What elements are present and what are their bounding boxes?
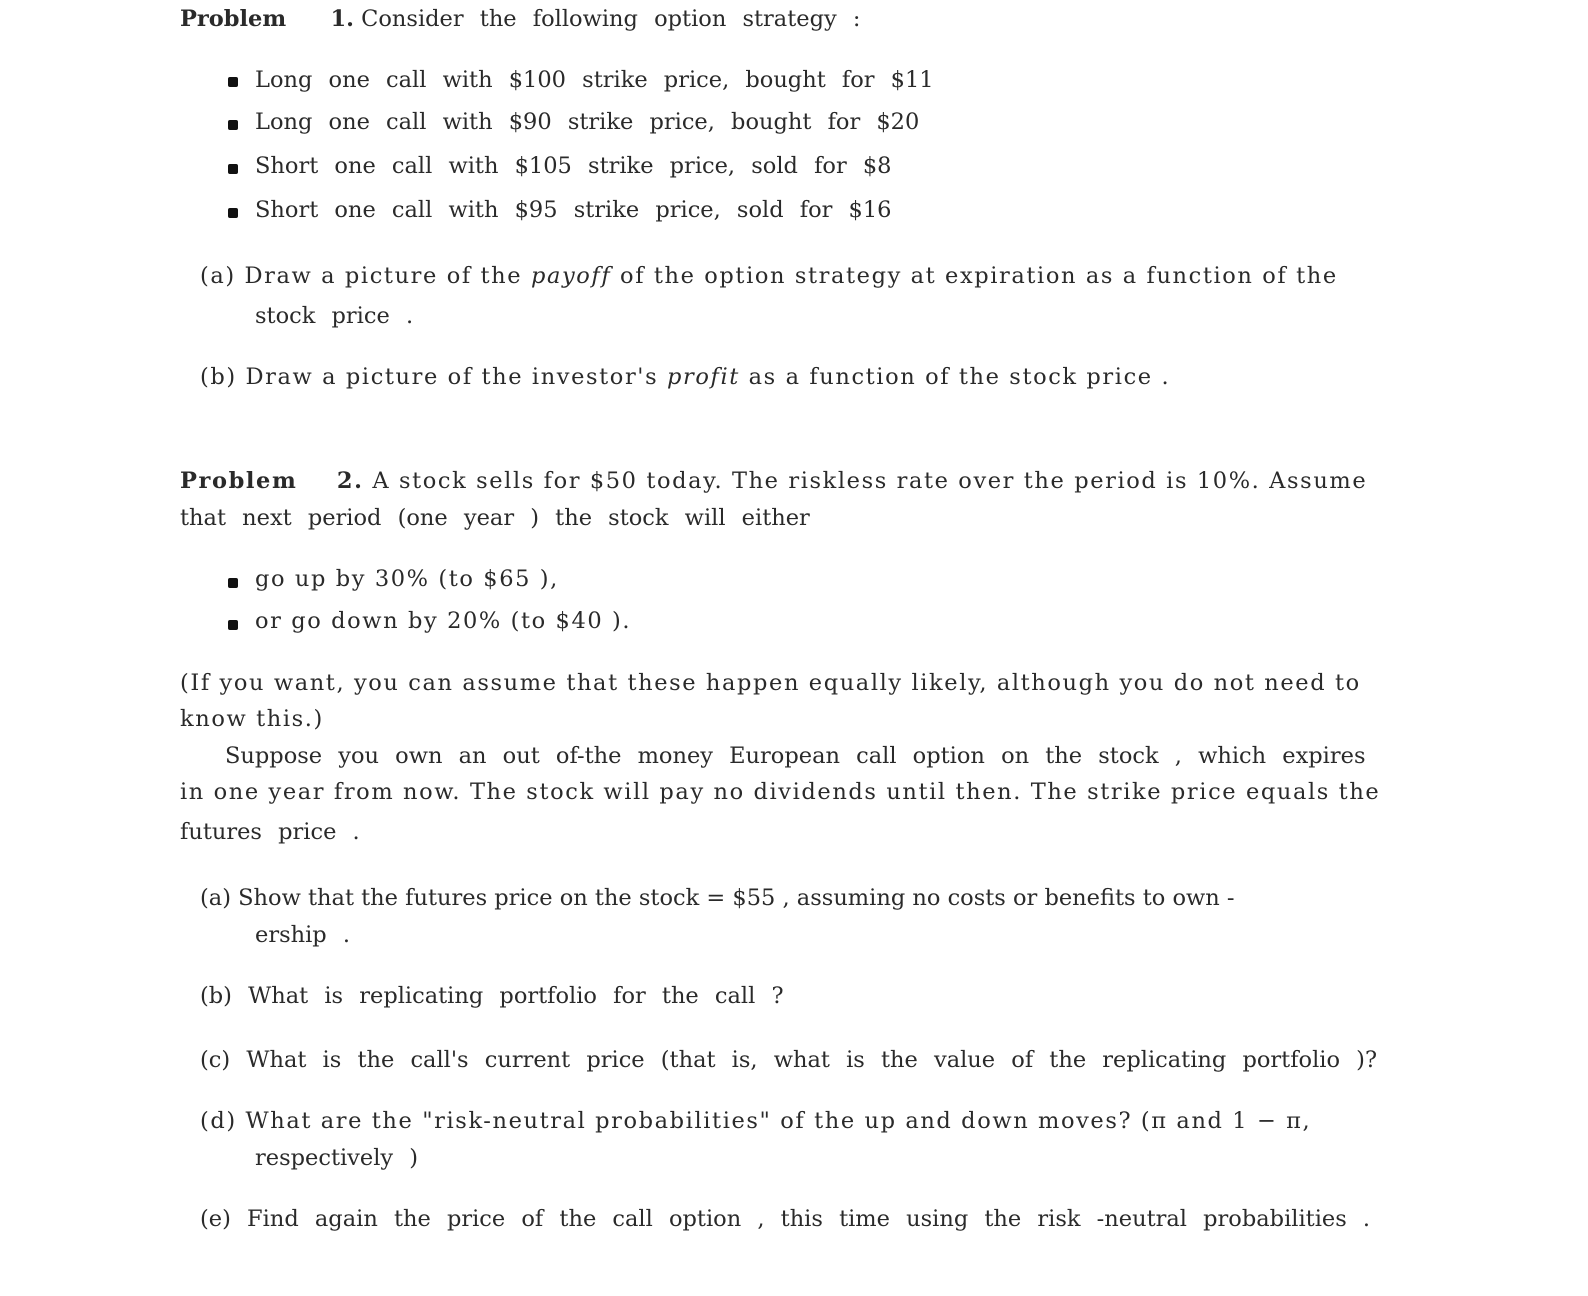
problem2-header bbox=[180, 466, 1367, 496]
part-text: What are the "risk-neutral probabilities" of the up and down moves? (π and 1 − π, bbox=[245, 1108, 1312, 1134]
part-label: (b) bbox=[200, 364, 237, 390]
part-text: What is replicating portfolio for the call ? bbox=[248, 983, 784, 1009]
problem1-intro: Consider the following option strategy : bbox=[361, 6, 861, 32]
part-text: Draw a picture of the investor's bbox=[245, 364, 659, 390]
problem1-number: 1. bbox=[330, 6, 354, 32]
problem2-note-line-1: (If you want, you can assume that these happen equally likely, although you do not need to bbox=[180, 670, 1361, 696]
problem2-part-e bbox=[200, 1204, 1370, 1234]
problem2-heading: Problem bbox=[180, 468, 298, 494]
problem2-part-d-continuation: respectively ) bbox=[255, 1145, 419, 1171]
part-label: (a) bbox=[200, 885, 231, 911]
problem2-part-a-continuation: ership . bbox=[255, 922, 351, 948]
bullet-icon bbox=[228, 208, 238, 218]
part-label: (e) bbox=[200, 1206, 231, 1232]
bullet-icon bbox=[228, 120, 238, 130]
problem1-item-4: Short one call with $95 strike price, sold for $16 bbox=[255, 197, 892, 223]
problem2-part-d bbox=[200, 1106, 1311, 1136]
problem1-item-3: Short one call with $105 strike price, sold for $8 bbox=[255, 153, 892, 179]
part-text: as a function of the stock price . bbox=[748, 364, 1171, 390]
problem1-part-a-continuation: stock price . bbox=[255, 303, 414, 329]
part-text: of the option strategy at expiration as a function of the bbox=[620, 263, 1338, 289]
part-text: Draw a picture of the bbox=[244, 263, 523, 289]
problem2-note-line-2: know this.) bbox=[180, 706, 324, 732]
bullet-icon bbox=[228, 620, 238, 630]
problem2-item-2: or go down by 20% (to $40 ). bbox=[255, 608, 632, 634]
part-emphasis: profit bbox=[667, 364, 740, 390]
part-label: (d) bbox=[200, 1108, 237, 1134]
problem2-part-b bbox=[200, 981, 784, 1011]
bullet-icon bbox=[228, 578, 238, 588]
part-text: Show that the futures price on the stock = $55 , assuming no costs or benefits to own - bbox=[238, 885, 1235, 911]
problem1-header bbox=[180, 4, 860, 34]
problem1-item-1: Long one call with $100 strike price, bought for $11 bbox=[255, 67, 934, 93]
part-label: (a) bbox=[200, 263, 236, 289]
problem2-item-1: go up by 30% (to $65 ), bbox=[255, 566, 559, 592]
part-emphasis: payoff bbox=[530, 263, 612, 289]
problem1-item-2: Long one call with $90 strike price, bought for $20 bbox=[255, 109, 920, 135]
problem2-part-a bbox=[200, 883, 1235, 913]
part-label: (c) bbox=[200, 1047, 231, 1073]
problem2-paragraph-line-1: Suppose you own an out of-the money European call option on the stock , which expires bbox=[225, 743, 1366, 769]
problem2-intro-line-2: that next period (one year ) the stock will either bbox=[180, 505, 810, 531]
problem2-intro-line-1: A stock sells for $50 today. The riskless rate over the period is 10%. Assume bbox=[372, 468, 1368, 494]
part-text: Find again the price of the call option , this time using the risk -neutral probabilities . bbox=[247, 1206, 1371, 1232]
bullet-icon bbox=[228, 164, 238, 174]
problem2-part-c bbox=[200, 1045, 1377, 1075]
problem1-heading: Problem bbox=[180, 6, 287, 32]
problem2-paragraph-line-3: futures price . bbox=[180, 819, 360, 845]
problem2-number: 2. bbox=[336, 468, 364, 494]
problem2-paragraph-line-2: in one year from now. The stock will pay no dividends until then. The strike price equals the bbox=[180, 779, 1381, 805]
part-text: What is the call's current price (that is, what is the value of the replicating portfolio )? bbox=[246, 1047, 1378, 1073]
part-label: (b) bbox=[200, 983, 232, 1009]
problem1-part-a bbox=[200, 261, 1338, 291]
bullet-icon bbox=[228, 77, 238, 87]
problem1-part-b bbox=[200, 362, 1170, 392]
